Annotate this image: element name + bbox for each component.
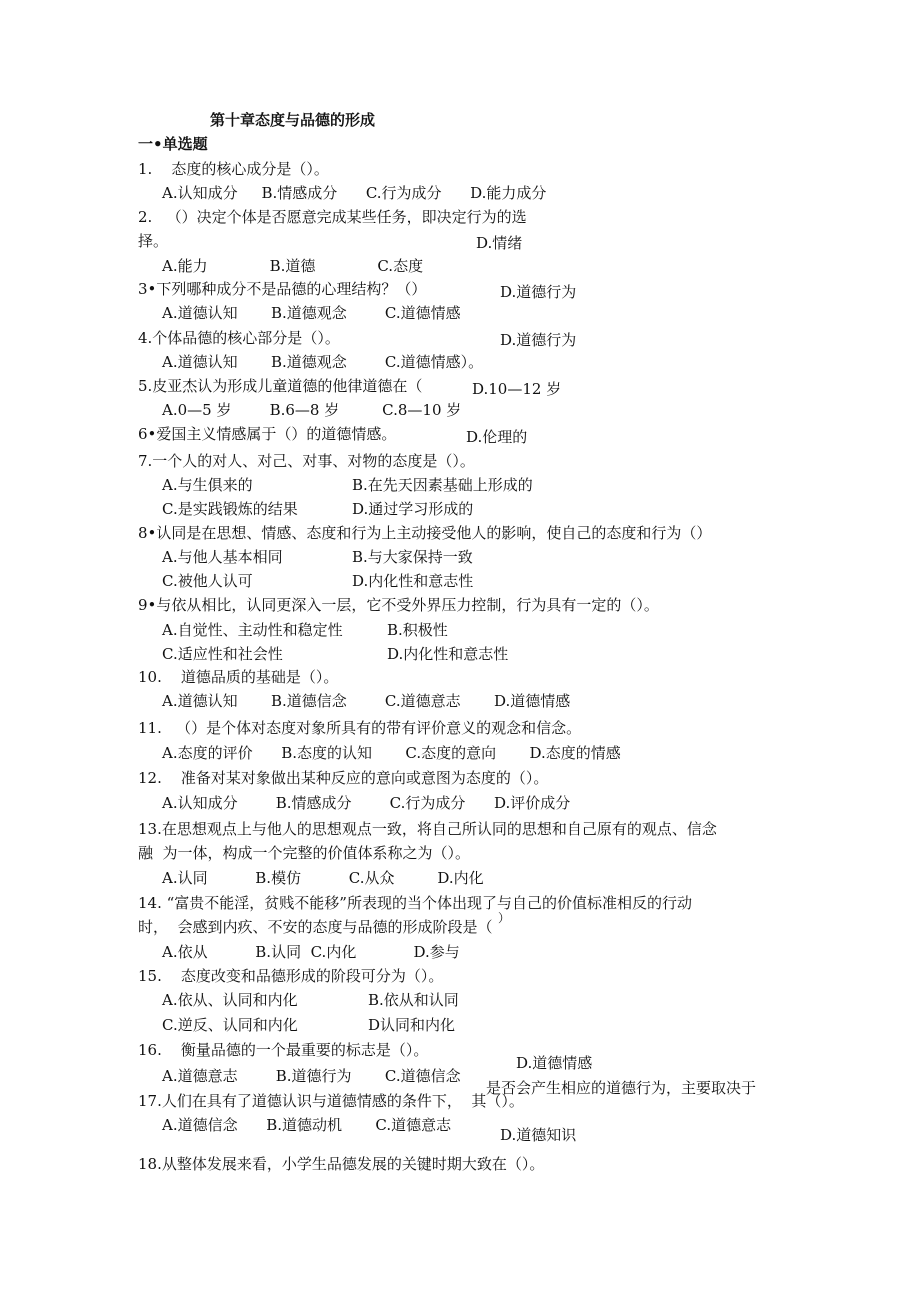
question-13: 13.在思想观点上与他人的思想观点一致，将自己所认同的思想和自己原有的观点、信念 bbox=[138, 820, 717, 838]
option-d: D.通过学习形成的 bbox=[352, 500, 474, 518]
options-line: A.态度的评价 B.态度的认知 C.态度的意向 D.态度的情感 bbox=[162, 744, 621, 762]
question-7: 7.一个人的对人、对己、对事、对物的态度是（）。 bbox=[138, 452, 475, 470]
option-a: A.与生俱来的 bbox=[162, 476, 253, 494]
option-d: D.10—12 岁 bbox=[472, 380, 562, 398]
page-title: 第十章态度与品德的形成 bbox=[210, 111, 376, 129]
options-line: A.道德信念 B.道德动机 C.道德意志 bbox=[162, 1116, 452, 1134]
option-d: D.道德知识 bbox=[500, 1126, 577, 1144]
option-d: D.道德行为 bbox=[500, 331, 577, 349]
options-line: A.能力 B.道德 C.态度 bbox=[162, 257, 424, 275]
options-line: A.依从 B.认同 C.内化 D.参与 bbox=[162, 943, 460, 961]
paren-mark: ） bbox=[498, 911, 511, 925]
question-1: 1. 态度的核心成分是（）。 bbox=[138, 160, 329, 178]
option-d: D.伦理的 bbox=[466, 428, 528, 446]
question-4: 4.个体品德的核心部分是（）。 bbox=[138, 329, 340, 347]
question-14: 14. “富贵不能淫，贫贱不能移”所表现的当个体出现了与自己的价值标准相反的行动 bbox=[138, 894, 692, 912]
question-text: 时， 会感到内疚、不安的态度与品德的形成阶段是（ bbox=[138, 918, 493, 936]
options-line: A.0—5 岁 B.6—8 岁 C.8—10 岁 bbox=[162, 401, 462, 419]
option-b: B.在先天因素基础上形成的 bbox=[352, 476, 533, 494]
option-d: D.道德情感 bbox=[516, 1054, 593, 1072]
question-text: 是否会产生相应的道德行为，主要取决于 bbox=[486, 1079, 757, 1097]
question-6: 6•爱国主义情感属于（）的道德情感。 bbox=[138, 425, 397, 443]
question-12: 12. 准备对某对象做出某种反应的意向或意图为态度的（）。 bbox=[138, 769, 549, 787]
options-line: A.认知成分 B.情感成分 C.行为成分 D.评价成分 bbox=[162, 794, 571, 812]
question-5: 5.皮亚杰认为形成儿童道德的他律道德在（ bbox=[138, 377, 423, 395]
question-text: 择。 bbox=[138, 232, 169, 250]
option-d: D.内化性和意志性 bbox=[352, 572, 474, 590]
question-9: 9•与依从相比，认同更深入一层，它不受外界压力控制，行为具有一定的（）。 bbox=[138, 596, 659, 614]
option-c: C.适应性和社会性 bbox=[162, 645, 283, 663]
option-d: D认同和内化 bbox=[368, 1016, 456, 1034]
question-text: 融 为一体，构成一个完整的价值体系称之为（）。 bbox=[138, 844, 471, 862]
question-18: 18.从整体发展来看，小学生品德发展的关键时期大致在（）。 bbox=[138, 1155, 545, 1173]
option-d: D.道德行为 bbox=[500, 283, 577, 301]
option-d: D.情绪 bbox=[476, 234, 523, 252]
question-17: 17.人们在具有了道德认识与道德情感的条件下， 其（）。 bbox=[138, 1092, 524, 1110]
question-10: 10. 道德品质的基础是（）。 bbox=[138, 668, 339, 686]
question-16: 16. 衡量品德的一个最重要的标志是（）。 bbox=[138, 1041, 429, 1059]
options-line: A.道德认知 B.道德信念 C.道德意志 D.道德情感 bbox=[162, 692, 571, 710]
options-line: A.认知成分 B.情感成分 C.行为成分 D.能力成分 bbox=[162, 184, 547, 202]
option-b: B.积极性 bbox=[387, 621, 448, 639]
option-c: C.是实践锻炼的结果 bbox=[162, 500, 298, 518]
options-line: A.认同 B.模仿 C.从众 D.内化 bbox=[162, 869, 484, 887]
options-line: A.道德意志 B.道德行为 C.道德信念 bbox=[162, 1067, 461, 1085]
question-15: 15. 态度改变和品德形成的阶段可分为（）。 bbox=[138, 967, 444, 985]
option-a: A.依从、认同和内化 bbox=[162, 991, 298, 1009]
option-c: C.被他人认可 bbox=[162, 572, 253, 590]
question-2: 2. （）决定个体是否愿意完成某些任务，即决定行为的选 bbox=[138, 208, 527, 226]
options-line: A.道德认知 B.道德观念 C.道德情感 bbox=[162, 304, 461, 322]
option-a: A.自觉性、主动性和稳定性 bbox=[162, 621, 343, 639]
section-heading: 一•单选题 bbox=[138, 135, 208, 153]
option-b: B.依从和认同 bbox=[368, 991, 459, 1009]
question-11: 11. （）是个体对态度对象所具有的带有评价意义的观念和信念。 bbox=[138, 719, 582, 737]
options-line: A.道德认知 B.道德观念 C.道德情感）。 bbox=[162, 353, 484, 371]
option-a: A.与他人基本相同 bbox=[162, 548, 283, 566]
option-c: C.逆反、认同和内化 bbox=[162, 1016, 298, 1034]
option-b: B.与大家保持一致 bbox=[352, 548, 473, 566]
question-3: 3•下列哪种成分不是品德的心理结构？（） bbox=[138, 280, 427, 298]
option-d: D.内化性和意志性 bbox=[387, 645, 509, 663]
question-8: 8•认同是在思想、情感、态度和行为上主动接受他人的影响，使自己的态度和行为（） bbox=[138, 524, 712, 542]
